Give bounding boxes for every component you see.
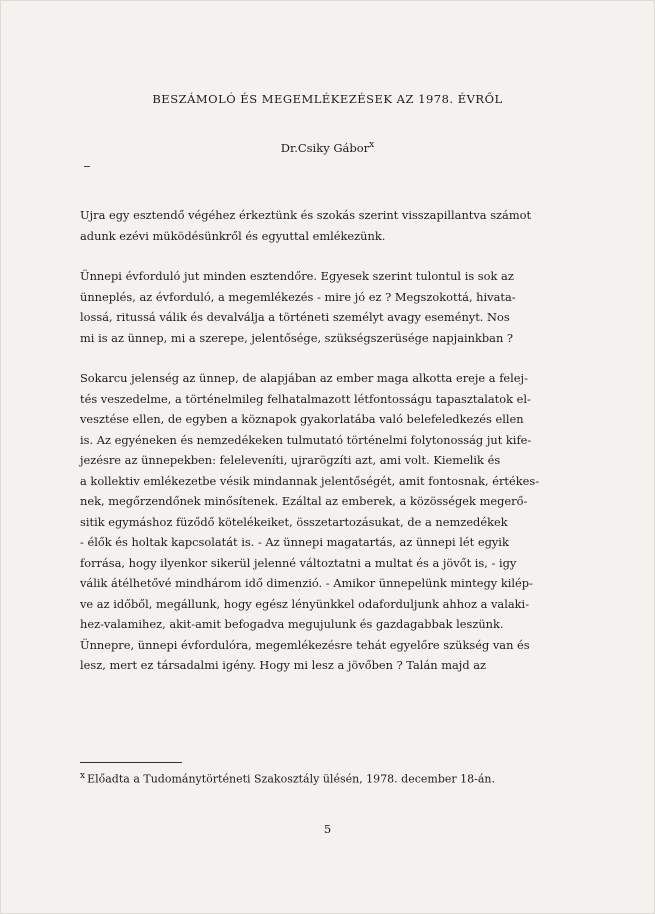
footnote-rule [80,762,182,763]
text-line: jezésre az ünnepekben: feleleveníti, ujrarögzíti azt, ami volt. Kiemelik és [80,453,501,467]
text-line: Sokarcu jelenség az ünnep, de alapjában az ember maga alkotta ereje a felej- [80,371,528,385]
text-line: a kollektiv emlékezetbe vésik mindannak jelentőségét, amit fontosnak, értékes- [80,473,540,488]
text-line: lesz, mert ez társadalmi igény. Hogy mi lesz a jövőben ? Talán majd az [80,658,487,672]
author-line [0,140,655,155]
author-name: Dr.Csiky Gábor [280,140,370,155]
stray-mark [84,166,90,167]
paragraph-1 [80,205,570,246]
page-title: BESZÁMOLÓ ÉS MEGEMLÉKEZÉSEK AZ 1978. ÉVRŐL [152,92,503,106]
text-line: is. Az egyéneken és nemzedékeken tulmutató történelmi folytonosság jut kife- [80,432,532,447]
text-line: tés veszedelme, a történelmileg felhatalmazott létfontosságu tapasztalatok el- [80,391,531,406]
text-line: Ünnepre, ünnepi évfordulóra, megemlékezésre tehát egyelőre szükség van és [80,637,530,652]
text-line: válik átélhetővé mindhárom idő dimenzió. - Amikor ünnepelünk mintegy kilép- [80,576,533,590]
author-footnote-mark: x [369,140,375,150]
text-line: Ujra egy esztendő végéhez érkeztünk és szokás szerint visszapillantva számot [80,208,532,222]
text-line: - élők és holtak kapcsolatát is. - Az ünnepi magatartás, az ünnepi lét egyik [80,535,509,549]
footnote [80,768,580,788]
text-line: vesztése ellen, de egyben a köznapok gyakorlatába való belefeledkezés ellen [80,412,524,426]
text-line: sitik egymáshoz füződő kötelékeiket, összetartozásukat, de a nemzedékek [80,514,508,529]
text-line: hez-valamihez, akit-amit befogadva megujulunk és gazdagabbak leszünk. [80,617,504,631]
footnote-mark: x [80,771,86,781]
body-text [80,205,570,696]
text-line: adunk ezévi müködésünkről és egyuttal emlékezünk. [80,228,386,243]
paragraph-3 [80,368,570,676]
text-line: ve az időből, megállunk, hogy egész lényünkkel odaforduljunk ahhoz a valaki- [80,596,530,611]
text-line: ünneplés, az évforduló, a megemlékezés - mire jó ez ? Megszokottá, hivata- [80,289,516,304]
text-line: lossá, ritussá válik és devalválja a történeti személyt avagy eseményt. Nos [80,310,510,324]
paragraph-2 [80,266,570,348]
text-line: nek, megőrzendőnek minősítenek. Ezáltal az emberek, a közösségek megerő- [80,494,528,508]
text-line: mi is az ünnep, mi a szerepe, jelentősége, szükségszerüsége napjainkban ? [80,330,514,345]
footnote-text: Előadta a Tudománytörténeti Szakosztály ülésén, 1978. december 18-án. [87,772,495,786]
text-line: Ünnepi évforduló jut minden esztendőre. Egyesek szerint tulontul is sok az [80,269,514,283]
text-line: forrása, hogy ilyenkor sikerül jelenné változtatni a multat és a jövőt is, - igy [80,555,517,570]
page-number: 5 [323,822,332,836]
